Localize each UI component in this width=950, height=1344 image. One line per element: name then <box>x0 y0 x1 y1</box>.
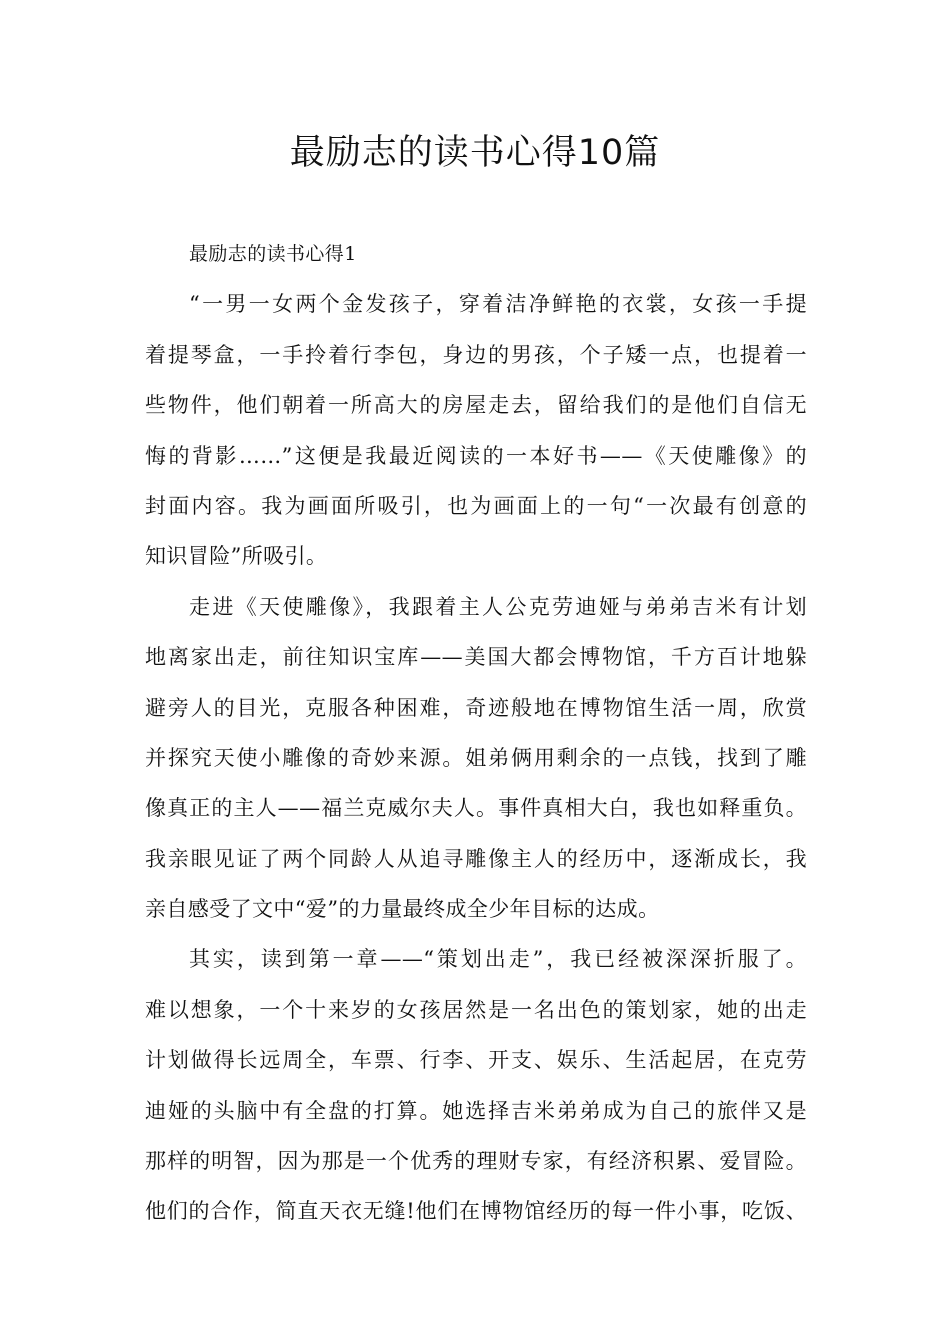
paragraph-line: 知识冒险”所吸引。 <box>145 544 328 569</box>
paragraph-line: 并探究天使小雕像的奇妙来源。姐弟俩用剩余的一点钱，找到了雕 <box>145 745 807 770</box>
paragraph-line: 避旁人的目光，克服各种困难，奇迹般地在博物馆生活一周，欣赏 <box>145 695 807 720</box>
document-body <box>145 229 807 1237</box>
paragraph-line: 他们的合作，简直天衣无缝!他们在博物馆经历的每一件小事，吃饭、 <box>145 1199 807 1224</box>
paragraph-line: “一男一女两个金发孩子，穿着洁净鲜艳的衣裳，女孩一手提 <box>189 292 807 317</box>
paragraph-line: 我亲眼见证了两个同龄人从追寻雕像主人的经历中，逐渐成长，我 <box>145 846 807 871</box>
paragraph-line: 着提琴盒，一手拎着行李包，身边的男孩，个子矮一点，也提着一 <box>145 342 807 367</box>
paragraph-line: 走进《天使雕像》，我跟着主人公克劳迪娅与弟弟吉米有计划 <box>189 594 807 619</box>
paragraph-line: 亲自感受了文中“爱”的力量最终成全少年目标的达成。 <box>145 897 660 922</box>
paragraph-line: 那样的明智，因为那是一个优秀的理财专家，有经济积累、爱冒险。 <box>145 1149 807 1174</box>
paragraph-line: 些物件，他们朝着一所高大的房屋走去，留给我们的是他们自信无 <box>145 393 807 418</box>
paragraph-line: 悔的背影……”这便是我最近阅读的一本好书——《天使雕像》的 <box>145 443 807 468</box>
paragraph-line: 难以想象，一个十来岁的女孩居然是一名出色的策划家，她的出走 <box>145 997 807 1022</box>
paragraph-line: 计划做得长远周全，车票、行李、开支、娱乐、生活起居，在克劳 <box>145 1048 807 1073</box>
document-title: 最励志的读书心得10篇 <box>289 133 661 173</box>
paragraph-line: 其实，读到第一章——“策划出走”，我已经被深深折服了。 <box>189 947 807 972</box>
paragraph-line: 封面内容。我为画面所吸引，也为画面上的一句“一次最有创意的 <box>145 493 807 518</box>
paragraph-line: 像真正的主人——福兰克威尔夫人。事件真相大白，我也如释重负。 <box>145 796 807 821</box>
paragraph-line: 迪娅的头脑中有全盘的打算。她选择吉米弟弟成为自己的旅伴又是 <box>145 1098 807 1123</box>
paragraph-line: 地离家出走，前往知识宝库——美国大都会博物馆，千方百计地躲 <box>145 645 807 670</box>
section-heading: 最励志的读书心得1 <box>189 243 357 265</box>
